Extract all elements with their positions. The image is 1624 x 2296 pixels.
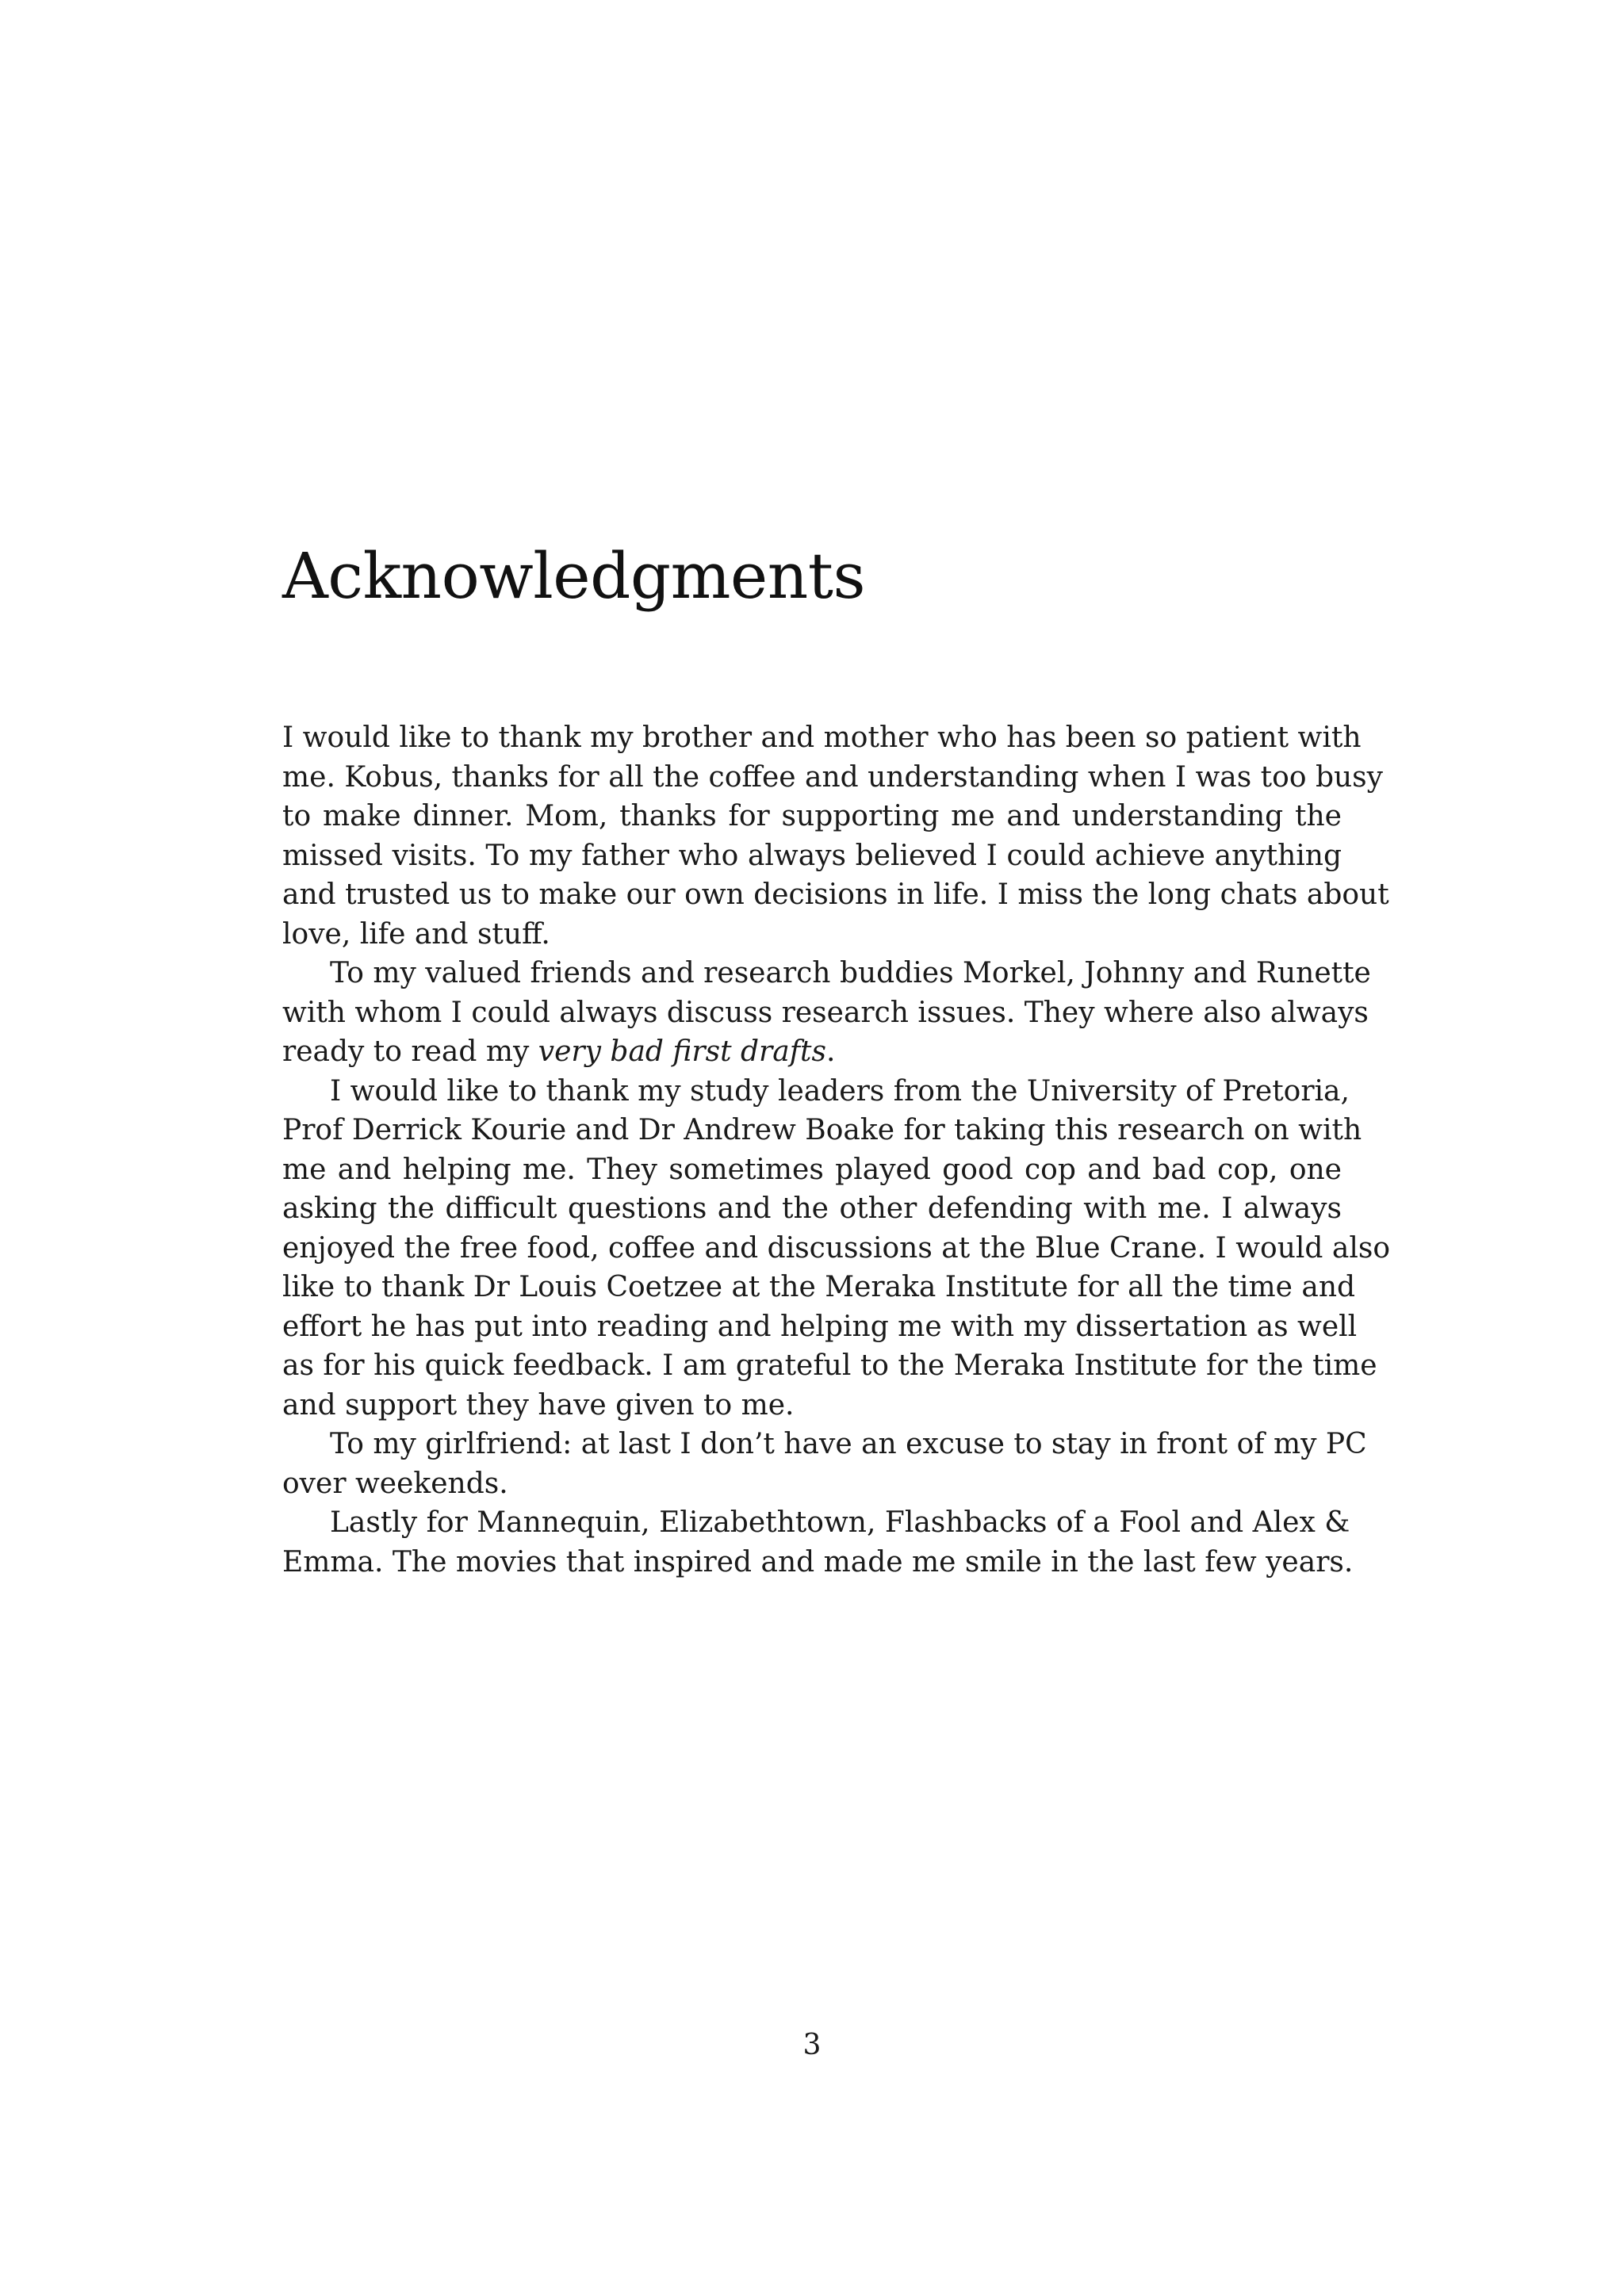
text-line: Prof Derrick Kourie and Dr Andrew Boake for taking this research on with [282,1114,1362,1146]
text-line: over weekends. [282,1467,508,1500]
paragraph-family [282,718,1389,954]
emphasized-text: very bad first drafts [538,1035,826,1068]
text-line: like to thank Dr Louis Coetzee at the Meraka Institute for all the time and [282,1271,1356,1303]
text-line: enjoyed the free food, coffee and discussions at the Blue Crane. I would also [282,1231,1391,1265]
body-text [282,718,1391,1582]
text-line: Lastly for Mannequin, Elizabethtown, Flashbacks of a Fool and Alex & [330,1506,1350,1539]
text-line: and trusted us to make our own decisions in life. I miss the long chats about [282,878,1389,911]
text-line: as for his quick feedback. I am grateful to the Meraka Institute for the time [282,1349,1377,1382]
paragraph-movies [282,1503,1354,1582]
page-number: 3 [802,2029,822,2061]
text-line: missed visits. To my father who always believed I could achieve anything [282,839,1342,872]
text-line: and support they have given to me. [282,1388,795,1422]
text-line: To my valued friends and research buddies Morkel, Johnny and Runette [330,957,1371,989]
text-line: to make dinner. Mom, thanks for supporting me and understanding the [282,800,1342,832]
text-line: I would like to thank my study leaders from the University of Pretoria, [330,1074,1350,1108]
text-line: Emma. The movies that inspired and made me smile in the last few years. [282,1545,1354,1578]
paragraph-friends [282,954,1371,1072]
text-segment: ready to read my [282,1035,538,1068]
text-line: me and helping me. They sometimes played good cop and bad cop, one [282,1153,1342,1186]
text-line: love, life and stuff. [282,917,550,951]
text-line-with-emphasis [282,1032,1342,1072]
chapter-title: Acknowledgments [282,539,865,613]
text-line: me. Kobus, thanks for all the coffee and understanding when I was too busy [282,760,1383,794]
text-line: To my girlfriend: at last I don’t have an excuse to stay in front of my PC [330,1428,1367,1460]
text-line: effort he has put into reading and helping me with my dissertation as well [282,1310,1358,1343]
text-line: with whom I could always discuss research issues. They where also always [282,996,1369,1029]
text-segment: . [826,1035,836,1068]
paragraph-girlfriend [282,1425,1367,1503]
paragraph-study-leaders [282,1072,1391,1425]
text-line: asking the difficult questions and the other defending with me. I always [282,1192,1342,1225]
text-line: I would like to thank my brother and mother who has been so patient with [282,721,1362,754]
